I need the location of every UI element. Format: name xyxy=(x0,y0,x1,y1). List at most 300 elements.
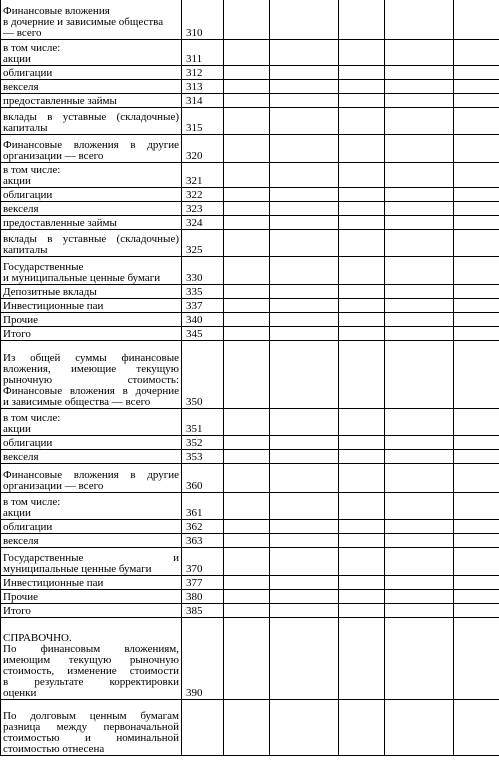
row-label xyxy=(1,230,182,257)
row-label xyxy=(1,409,182,436)
table-row xyxy=(1,188,499,202)
value-cell xyxy=(339,285,385,299)
row-label-line: в том числе: xyxy=(3,496,61,508)
value-cell xyxy=(385,436,454,450)
row-label-line: капиталы xyxy=(3,244,48,256)
row-label-line: облигации xyxy=(3,67,53,79)
table-row xyxy=(1,313,499,327)
value-cell xyxy=(454,135,499,163)
value-cell xyxy=(454,299,499,313)
value-cell xyxy=(224,257,270,285)
row-label-line: векселя xyxy=(3,535,39,547)
row-label-line: Итого xyxy=(3,605,31,617)
value-cell xyxy=(339,0,385,40)
value-cell xyxy=(339,299,385,313)
value-cell xyxy=(224,80,270,94)
value-cell xyxy=(224,216,270,230)
row-label-line: Депозитные вклады xyxy=(3,286,97,298)
row-label-line: в дочерние и зависимые общества xyxy=(3,16,164,28)
row-label-line: облигации xyxy=(3,189,53,201)
table-row xyxy=(1,327,499,341)
value-cell xyxy=(270,604,339,618)
row-code: 390 xyxy=(182,618,224,700)
value-cell xyxy=(270,188,339,202)
table-row xyxy=(1,409,499,436)
value-cell xyxy=(270,40,339,66)
value-cell xyxy=(339,341,385,409)
value-cell xyxy=(224,108,270,135)
value-cell xyxy=(270,285,339,299)
value-cell xyxy=(339,257,385,285)
row-label xyxy=(1,285,182,299)
row-label xyxy=(1,0,182,40)
value-cell xyxy=(385,576,454,590)
value-cell xyxy=(385,299,454,313)
row-code: 315 xyxy=(182,108,224,135)
value-cell xyxy=(224,94,270,108)
row-code: 351 xyxy=(182,409,224,436)
row-label-line: разница между первоначальной xyxy=(3,721,179,733)
value-cell xyxy=(454,66,499,80)
value-cell xyxy=(454,604,499,618)
value-cell xyxy=(385,163,454,188)
row-label xyxy=(1,604,182,618)
value-cell xyxy=(385,40,454,66)
value-cell xyxy=(270,436,339,450)
table-row xyxy=(1,604,499,618)
row-code: 361 xyxy=(182,493,224,520)
row-label-line: Государственные и xyxy=(3,552,179,564)
value-cell xyxy=(385,409,454,436)
row-label xyxy=(1,94,182,108)
row-code: 345 xyxy=(182,327,224,341)
row-label-line: акции xyxy=(3,423,31,435)
value-cell xyxy=(270,409,339,436)
row-code: 312 xyxy=(182,66,224,80)
value-cell xyxy=(339,188,385,202)
value-cell xyxy=(224,313,270,327)
row-label xyxy=(1,163,182,188)
value-cell xyxy=(224,0,270,40)
value-cell xyxy=(224,493,270,520)
row-code: 330 xyxy=(182,257,224,285)
value-cell xyxy=(339,313,385,327)
row-code: 335 xyxy=(182,285,224,299)
value-cell xyxy=(270,94,339,108)
value-cell xyxy=(224,299,270,313)
row-label xyxy=(1,618,182,700)
value-cell xyxy=(270,493,339,520)
value-cell xyxy=(224,341,270,409)
row-code xyxy=(182,700,224,756)
value-cell xyxy=(385,285,454,299)
value-cell xyxy=(385,80,454,94)
row-label-line: рыночную стоимость: xyxy=(3,374,179,386)
row-label-line: Прочие xyxy=(3,314,38,326)
row-label-line: Прочие xyxy=(3,591,38,603)
row-label xyxy=(1,80,182,94)
value-cell xyxy=(224,450,270,464)
value-cell xyxy=(339,230,385,257)
row-label-line: Финансовые вложения xyxy=(3,5,110,17)
table-row xyxy=(1,450,499,464)
row-label-line: облигации xyxy=(3,521,53,533)
row-code: 337 xyxy=(182,299,224,313)
value-cell xyxy=(385,464,454,493)
value-cell xyxy=(270,327,339,341)
value-cell xyxy=(454,216,499,230)
value-cell xyxy=(385,341,454,409)
row-label xyxy=(1,341,182,409)
row-label-line: стоимостью и номинальной xyxy=(3,732,179,744)
value-cell xyxy=(270,202,339,216)
value-cell xyxy=(270,520,339,534)
row-code: 350 xyxy=(182,341,224,409)
row-label xyxy=(1,436,182,450)
table-row xyxy=(1,700,499,756)
row-label-line: акции xyxy=(3,507,31,519)
value-cell xyxy=(270,534,339,548)
row-label xyxy=(1,313,182,327)
value-cell xyxy=(339,327,385,341)
value-cell xyxy=(270,548,339,576)
value-cell xyxy=(224,604,270,618)
value-cell xyxy=(385,618,454,700)
row-code: 380 xyxy=(182,590,224,604)
value-cell xyxy=(339,590,385,604)
table-row xyxy=(1,436,499,450)
value-cell xyxy=(385,548,454,576)
row-label xyxy=(1,216,182,230)
value-cell xyxy=(385,493,454,520)
value-cell xyxy=(385,450,454,464)
row-code: 360 xyxy=(182,464,224,493)
table-row xyxy=(1,257,499,285)
value-cell xyxy=(339,202,385,216)
value-cell xyxy=(224,436,270,450)
row-code: 324 xyxy=(182,216,224,230)
row-code: 377 xyxy=(182,576,224,590)
value-cell xyxy=(339,604,385,618)
row-code: 352 xyxy=(182,436,224,450)
value-cell xyxy=(339,436,385,450)
value-cell xyxy=(385,604,454,618)
table-row xyxy=(1,163,499,188)
table-row xyxy=(1,216,499,230)
value-cell xyxy=(270,80,339,94)
value-cell xyxy=(454,188,499,202)
row-label-line: Из общей суммы финансовые xyxy=(3,352,179,364)
row-label-line: Итого xyxy=(3,328,31,340)
row-label xyxy=(1,108,182,135)
row-label xyxy=(1,66,182,80)
row-label-line: в том числе: xyxy=(3,164,61,176)
value-cell xyxy=(385,66,454,80)
value-cell xyxy=(339,108,385,135)
value-cell xyxy=(454,257,499,285)
value-cell xyxy=(385,590,454,604)
value-cell xyxy=(454,163,499,188)
value-cell xyxy=(339,493,385,520)
row-label xyxy=(1,590,182,604)
row-label xyxy=(1,450,182,464)
row-code: 313 xyxy=(182,80,224,94)
row-label xyxy=(1,493,182,520)
value-cell xyxy=(270,216,339,230)
value-cell xyxy=(270,313,339,327)
table-row xyxy=(1,576,499,590)
row-label xyxy=(1,257,182,285)
table-row xyxy=(1,618,499,700)
row-code: 314 xyxy=(182,94,224,108)
value-cell xyxy=(454,0,499,40)
value-cell xyxy=(385,0,454,40)
value-cell xyxy=(270,0,339,40)
value-cell xyxy=(224,590,270,604)
value-cell xyxy=(224,188,270,202)
value-cell xyxy=(270,618,339,700)
table-row xyxy=(1,230,499,257)
row-label xyxy=(1,548,182,576)
value-cell xyxy=(339,409,385,436)
value-cell xyxy=(454,94,499,108)
row-label-line: По долговым ценным бумагам xyxy=(3,710,179,722)
value-cell xyxy=(454,618,499,700)
row-label xyxy=(1,576,182,590)
value-cell xyxy=(454,450,499,464)
value-cell xyxy=(385,108,454,135)
row-label xyxy=(1,135,182,163)
row-label xyxy=(1,534,182,548)
row-code: 311 xyxy=(182,40,224,66)
value-cell xyxy=(385,327,454,341)
value-cell xyxy=(224,520,270,534)
row-label-line: в том числе: xyxy=(3,412,61,424)
value-cell xyxy=(224,163,270,188)
table-row xyxy=(1,202,499,216)
row-label-line: муниципальные ценные бумаги xyxy=(3,563,152,575)
table-row xyxy=(1,0,499,40)
value-cell xyxy=(270,230,339,257)
table-row xyxy=(1,341,499,409)
value-cell xyxy=(224,202,270,216)
row-label xyxy=(1,40,182,66)
value-cell xyxy=(385,135,454,163)
table-row xyxy=(1,299,499,313)
table-row xyxy=(1,548,499,576)
row-label-line: векселя xyxy=(3,81,39,93)
row-label-line: имеющим текущую рыночную xyxy=(3,654,179,666)
row-label xyxy=(1,299,182,313)
row-label-line: капиталы xyxy=(3,122,48,134)
row-code: 385 xyxy=(182,604,224,618)
value-cell xyxy=(385,230,454,257)
row-code: 322 xyxy=(182,188,224,202)
table-body xyxy=(1,0,499,756)
table-row xyxy=(1,285,499,299)
value-cell xyxy=(270,590,339,604)
value-cell xyxy=(385,257,454,285)
value-cell xyxy=(339,576,385,590)
value-cell xyxy=(339,534,385,548)
row-label-line: Государственные xyxy=(3,261,84,273)
row-code: 321 xyxy=(182,163,224,188)
value-cell xyxy=(385,202,454,216)
value-cell xyxy=(270,576,339,590)
value-cell xyxy=(454,576,499,590)
value-cell xyxy=(339,464,385,493)
row-code: 370 xyxy=(182,548,224,576)
value-cell xyxy=(224,327,270,341)
row-code: 362 xyxy=(182,520,224,534)
value-cell xyxy=(454,202,499,216)
value-cell xyxy=(224,548,270,576)
row-code: 353 xyxy=(182,450,224,464)
row-label-line: Инвестиционные паи xyxy=(3,577,104,589)
value-cell xyxy=(270,135,339,163)
value-cell xyxy=(224,230,270,257)
value-cell xyxy=(385,534,454,548)
row-label-line: Финансовые вложения в другие xyxy=(3,139,179,151)
row-label-line: организации — всего xyxy=(3,480,104,492)
value-cell xyxy=(224,409,270,436)
value-cell xyxy=(454,590,499,604)
row-label-line: акции xyxy=(3,53,31,65)
value-cell xyxy=(454,80,499,94)
row-label-line: Финансовые вложения в дочерние xyxy=(3,385,179,397)
row-label xyxy=(1,202,182,216)
value-cell xyxy=(339,216,385,230)
value-cell xyxy=(270,700,339,756)
value-cell xyxy=(454,40,499,66)
value-cell xyxy=(270,66,339,80)
value-cell xyxy=(339,520,385,534)
row-code: 325 xyxy=(182,230,224,257)
row-label-line: в том числе: xyxy=(3,42,61,54)
value-cell xyxy=(224,66,270,80)
value-cell xyxy=(270,257,339,285)
row-label-line: предоставленные займы xyxy=(3,217,117,229)
row-label-line: организации — всего xyxy=(3,150,104,162)
row-code: 363 xyxy=(182,534,224,548)
value-cell xyxy=(224,464,270,493)
value-cell xyxy=(339,548,385,576)
row-label xyxy=(1,327,182,341)
value-cell xyxy=(454,409,499,436)
row-label-line: и зависимые общества — всего xyxy=(3,396,151,408)
row-code: 320 xyxy=(182,135,224,163)
value-cell xyxy=(454,313,499,327)
value-cell xyxy=(454,520,499,534)
value-cell xyxy=(454,285,499,299)
value-cell xyxy=(454,108,499,135)
value-cell xyxy=(224,285,270,299)
table-row xyxy=(1,464,499,493)
table-row xyxy=(1,80,499,94)
value-cell xyxy=(339,40,385,66)
row-label-line: СПРАВОЧНО. xyxy=(3,632,72,644)
value-cell xyxy=(385,313,454,327)
value-cell xyxy=(270,108,339,135)
value-cell xyxy=(454,700,499,756)
row-label xyxy=(1,700,182,756)
row-label-line: в результате корректировки xyxy=(3,676,179,688)
value-cell xyxy=(454,341,499,409)
table-row xyxy=(1,108,499,135)
value-cell xyxy=(224,618,270,700)
value-cell xyxy=(224,40,270,66)
value-cell xyxy=(454,493,499,520)
row-label-line: предоставленные займы xyxy=(3,95,117,107)
table-row xyxy=(1,590,499,604)
row-code: 340 xyxy=(182,313,224,327)
value-cell xyxy=(339,80,385,94)
value-cell xyxy=(224,576,270,590)
value-cell xyxy=(454,548,499,576)
row-label-line: стоимостью отнесена xyxy=(3,743,105,755)
value-cell xyxy=(339,94,385,108)
table-row xyxy=(1,493,499,520)
row-label xyxy=(1,520,182,534)
table-row xyxy=(1,135,499,163)
value-cell xyxy=(385,94,454,108)
value-cell xyxy=(385,700,454,756)
value-cell xyxy=(454,230,499,257)
row-label-line: Инвестиционные паи xyxy=(3,300,104,312)
row-label-line: По финансовым вложениям, xyxy=(3,643,179,655)
row-label-line: векселя xyxy=(3,203,39,215)
value-cell xyxy=(385,520,454,534)
value-cell xyxy=(270,450,339,464)
value-cell xyxy=(385,216,454,230)
value-cell xyxy=(339,450,385,464)
row-label-line: вклады в уставные (складочные) xyxy=(3,233,179,245)
row-code: 323 xyxy=(182,202,224,216)
row-label-line: вложения, имеющие текущую xyxy=(3,363,179,375)
row-label-line: акции xyxy=(3,175,31,187)
value-cell xyxy=(270,341,339,409)
value-cell xyxy=(339,618,385,700)
value-cell xyxy=(454,464,499,493)
value-cell xyxy=(339,700,385,756)
row-label-line: стоимость, изменение стоимости xyxy=(3,665,179,677)
value-cell xyxy=(454,534,499,548)
row-label-line: и муниципальные ценные бумаги xyxy=(3,272,161,284)
row-label-line: — всего xyxy=(3,27,42,39)
row-label-line: вклады в уставные (складочные) xyxy=(3,111,179,123)
value-cell xyxy=(385,188,454,202)
value-cell xyxy=(339,135,385,163)
table-row xyxy=(1,534,499,548)
value-cell xyxy=(224,135,270,163)
value-cell xyxy=(454,436,499,450)
row-label-line: векселя xyxy=(3,451,39,463)
value-cell xyxy=(270,299,339,313)
value-cell xyxy=(270,464,339,493)
table-row xyxy=(1,66,499,80)
value-cell xyxy=(270,163,339,188)
table-row xyxy=(1,40,499,66)
row-code: 310 xyxy=(182,0,224,40)
row-label xyxy=(1,464,182,493)
table-row xyxy=(1,94,499,108)
row-label-line: Финансовые вложения в другие xyxy=(3,469,179,481)
row-label-line: облигации xyxy=(3,437,53,449)
table-row xyxy=(1,520,499,534)
value-cell xyxy=(339,163,385,188)
value-cell xyxy=(339,66,385,80)
value-cell xyxy=(454,327,499,341)
